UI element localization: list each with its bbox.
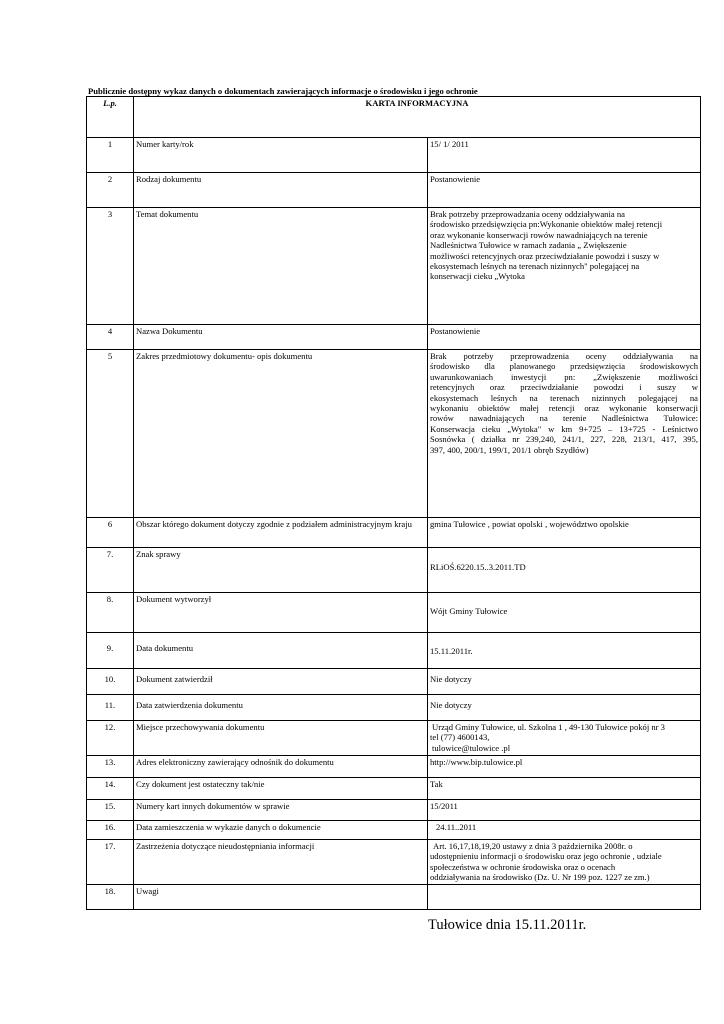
row-value xyxy=(428,840,701,885)
table-row xyxy=(87,821,701,840)
table-row xyxy=(87,721,701,756)
value-line: oddziaływania na środowisko (Dz. U. Nr 199 poz. 1227 ze zm.) xyxy=(430,872,650,883)
row-number: 10. xyxy=(87,669,134,695)
row-label: Adres elektroniczny zawierający odnośnik do dokumentu xyxy=(134,756,428,778)
row-label: Numery kart innych dokumentów w sprawie xyxy=(134,800,428,821)
row-label: Znak sprawy xyxy=(134,548,428,593)
row-number: 8. xyxy=(87,593,134,633)
value-line: 15/ 1/ 2011 xyxy=(430,139,469,149)
row-label: Nazwa Dokumentu xyxy=(134,325,428,350)
value-line: Art. 16,17,18,19,20 ustawy z dnia 3 października 2008r. o xyxy=(433,841,633,851)
row-label: Data zatwierdzenia dokumentu xyxy=(134,695,428,721)
value-line: 397, 400, 200/1, 199/1, 201/1 obręb Szydłów) xyxy=(430,444,589,455)
value-line: 24.11..2011 xyxy=(436,822,477,832)
table-row xyxy=(87,669,701,695)
value-line: Nie dotyczy xyxy=(430,674,472,684)
table-row xyxy=(87,593,701,633)
value-line: Konserwacja cieku „Wytoka" w km 9+725 – 13+725 - Leśnictwo xyxy=(430,423,698,434)
row-number: 3 xyxy=(87,208,134,325)
row-number: 4 xyxy=(87,325,134,350)
row-number: 2 xyxy=(87,173,134,208)
value-line: Brak potrzeby przeprowadzenia oceny oddziaływania na xyxy=(430,351,698,361)
table-row xyxy=(87,350,701,518)
value-line: wykonaniu obiektów małej retencji oraz wykonanie konserwacji xyxy=(430,403,698,414)
value-line: 15/2011 xyxy=(430,801,458,811)
row-number: 7. xyxy=(87,548,134,593)
table-row xyxy=(87,840,701,885)
row-number: 13. xyxy=(87,756,134,778)
table-row xyxy=(87,800,701,821)
row-value xyxy=(428,885,701,910)
row-number: 18. xyxy=(87,885,134,910)
value-line: Urząd Gminy Tułowice, ul. Szkolna 1 , 49-130 Tułowice pokój nr 3 xyxy=(432,722,665,732)
value-line: udostępnieniu informacji o środowisku oraz jego ochronie , udziale xyxy=(430,851,662,862)
row-value xyxy=(428,350,701,518)
value-line: środowisko dla planowanego przedsięwzięcia środowiskowych xyxy=(430,361,698,372)
row-value xyxy=(428,695,701,721)
row-value xyxy=(428,325,701,350)
row-number: 14. xyxy=(87,778,134,800)
value-line: Brak potrzeby przeprowadzania oceny oddziaływania na xyxy=(430,209,625,219)
row-value xyxy=(428,208,701,325)
row-label: Zastrzeżenia dotyczące nieudostępniania informacji xyxy=(134,840,428,885)
row-value xyxy=(428,778,701,800)
value-line: tulowice@tulowice .pl xyxy=(432,742,511,753)
value-line: retencyjnych oraz przeciwdziałanie powodzi i suszy w xyxy=(430,382,698,393)
row-number: 17. xyxy=(87,840,134,885)
value-line: możliwości retencyjnych oraz przeciwdziałanie powodzi i suszy w xyxy=(430,250,660,261)
row-value xyxy=(428,548,701,593)
row-label: Data zamieszczenia w wykazie danych o dokumencie xyxy=(134,821,428,840)
row-number: 9. xyxy=(87,633,134,669)
value-line: Postanowienie xyxy=(430,174,481,184)
table-row xyxy=(87,173,701,208)
row-number: 11. xyxy=(87,695,134,721)
table-row xyxy=(87,695,701,721)
row-value xyxy=(428,821,701,840)
row-value xyxy=(428,756,701,778)
value-line: Wójt Gminy Tułowice xyxy=(430,606,508,616)
row-value xyxy=(428,518,701,548)
document-header-title: Publicznie dostępny wykaz danych o dokumentach zawierających informacje o środowisku i jego ochronie xyxy=(88,86,478,96)
table-row xyxy=(87,138,701,173)
value-line: uwarunkowaniach inwestycji pn: „Zwiększenie możliwości xyxy=(430,371,698,382)
value-line: społeczeństwa w ochronie środowiska oraz o ocenach xyxy=(430,861,616,872)
table-row xyxy=(87,325,701,350)
value-line: Sosnówka ( działka nr 239,240, 241/1, 227, 228, 213/1, 417, 395, xyxy=(430,434,698,445)
value-line: rowów nawadniających na terenie Nadleśnictwa Tułowice: xyxy=(430,413,698,424)
row-label: Dokument zatwierdził xyxy=(134,669,428,695)
table-header-row xyxy=(87,97,701,138)
value-line: Nie dotyczy xyxy=(430,700,472,710)
row-value xyxy=(428,721,701,756)
row-label: Zakres przedmiotowy dokumentu- opis dokumentu xyxy=(134,350,428,518)
row-label: Dokument wytworzył xyxy=(134,593,428,633)
table-row xyxy=(87,548,701,593)
row-label: Numer karty/rok xyxy=(134,138,428,173)
row-value xyxy=(428,633,701,669)
value-line: 15.11.2011r. xyxy=(430,646,473,656)
row-label: Miejsce przechowywania dokumentu xyxy=(134,721,428,756)
value-line: konserwacji cieku „Wytoka xyxy=(430,271,525,282)
row-label: Czy dokument jest ostateczny tak/nie xyxy=(134,778,428,800)
row-number: 15. xyxy=(87,800,134,821)
row-number: 1 xyxy=(87,138,134,173)
value-line: gmina Tułowice , powiat opolski , województwo opolskie xyxy=(430,519,629,529)
information-card-table xyxy=(86,96,701,910)
row-label: Uwagi xyxy=(134,885,428,910)
lp-header: L.p. xyxy=(87,97,134,138)
row-value xyxy=(428,669,701,695)
row-number: 5 xyxy=(87,350,134,518)
row-value xyxy=(428,138,701,173)
row-label: Rodzaj dokumentu xyxy=(134,173,428,208)
card-title: KARTA INFORMACYJNA xyxy=(134,97,701,138)
row-label: Obszar którego dokument dotyczy zgodnie z podziałem administracyjnym kraju xyxy=(134,518,428,548)
value-line: Tak xyxy=(430,779,443,789)
value-line: http://www.bip.tulowice.pl xyxy=(430,757,523,767)
row-number: 16. xyxy=(87,821,134,840)
table-row xyxy=(87,518,701,548)
row-value xyxy=(428,800,701,821)
value-line: Postanowienie xyxy=(430,326,481,336)
row-number: 12. xyxy=(87,721,134,756)
value-line: ekosystemach leśnych na terenach nizinnych polegającej na xyxy=(430,392,698,403)
value-line: tel (77) 4600143, xyxy=(430,732,490,743)
row-number: 6 xyxy=(87,518,134,548)
value-line: ekosystemach leśnych na terenach nizinnych" polegającej na xyxy=(430,261,640,272)
row-value xyxy=(428,173,701,208)
value-line: Nadleśnictwa Tułowice w ramach zadania „ Zwiększenie xyxy=(430,240,627,251)
value-line: oraz wykonanie konserwacji rowów nawadniających na terenie xyxy=(430,229,648,240)
table-row xyxy=(87,778,701,800)
row-label: Temat dokumentu xyxy=(134,208,428,325)
table-row xyxy=(87,885,701,910)
place-and-date: Tułowice dnia 15.11.2011r. xyxy=(428,917,587,933)
table-row xyxy=(87,756,701,778)
value-line: RLiOŚ.6220.15..3.2011.TD xyxy=(430,562,526,572)
table-row xyxy=(87,208,701,325)
row-value xyxy=(428,593,701,633)
row-label: Data dokumentu xyxy=(134,633,428,669)
value-line: środowisko przedsięwzięcia pn:Wykonanie obiektów małej retencji xyxy=(430,219,663,230)
table-row xyxy=(87,633,701,669)
